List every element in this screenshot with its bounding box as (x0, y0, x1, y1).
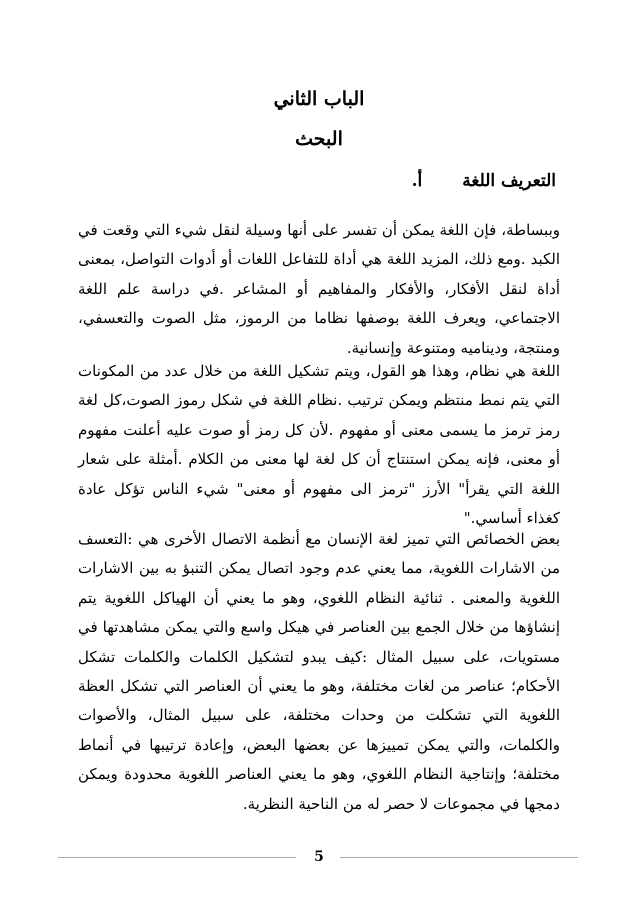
section-title: البحث (295, 128, 343, 150)
paragraph-definition: وببساطة، فإن اللغة يمكن أن تفسر على أنها وسيلة لنقل شيء التي وقعت في الكبد .ومع ذلك، المزيد اللغة هي أداة للتفاعل اللغات أو أدوات التواصل، بمعنى أداة لنقل الأفكار، والأفكار والمفاهيم أو المشاعر .في دراسة علم اللغة الاجتماعي، ويعرف اللغة بوصفها نظاما من الرموز، مثل الصوت والتعسفي، ومنتجة، وديناميه ومتنوعة وإنسانية. (78, 221, 560, 357)
subheading-title: التعريف اللغة (462, 171, 556, 191)
subheading-marker: أ. (411, 171, 423, 191)
footer-rule-right (340, 857, 578, 858)
footer-rule-left (58, 857, 296, 858)
chapter-title: الباب الثاني (273, 88, 365, 110)
paragraph-characteristics: بعض الخصائص التي تميز لغة الإنسان مع أنظمة الاتصال الأخرى هي :التعسف من الاشارات اللغوية، مما يعني عدم وجود اتصال يمكن التنبؤ به بين الاشارات اللغوية والمعنى . ثنائية النظام اللغوي، وهو ما يعني أن الهياكل اللغوية يتم إنشاؤها من خلال الجمع بين العناصر في هيكل واسع والتي يمكن مشاهدتها في مستويات، على سبيل المثال :كيف يبدو لتشكيل الكلمات والكلمات تشكل الأحكام؛ عناصر من لغات مختلفة، وهو ما يعني أن العناصر التي تشكل العظة اللغوية التي تشكلت من وحدات مختلفة، على سبيل المثال، والأصوات والكلمات، والتي يمكن تمييزها عن بعضها البعض، وإعادة ترتيبها في أنماط مختلفة؛ وإنتاجية النظام اللغوي، وهو ما يعني العناصر اللغوية محدودة ويمكن دمجها في مجموعات لا حصر له من الناحية النظرية. (78, 530, 560, 813)
subheading (412, 168, 556, 194)
paragraph-language-system: اللغة هي نظام، وهذا هو القول، ويتم تشكيل اللغة من خلال عدد من المكونات التي يتم نمط منتظم ويمكن ترتيب .نظام اللغة في شكل رموز الصوت،كل لغة رمز ترمز ما يسمى معنى أو مفهوم .لأن كل رمز أو صوت عليه أعلنت مفهوم أو معنى، فإنه يمكن استنتاج أن كل لغة لها معنى من الكلام .أمثلة على شعار اللغة التي يقرأ" الأرز "ترمز الى مفهوم أو معنى" شيء الناس تؤكل عادة كغذاء أساسي." (78, 362, 560, 528)
page-number: 5 (314, 849, 324, 865)
